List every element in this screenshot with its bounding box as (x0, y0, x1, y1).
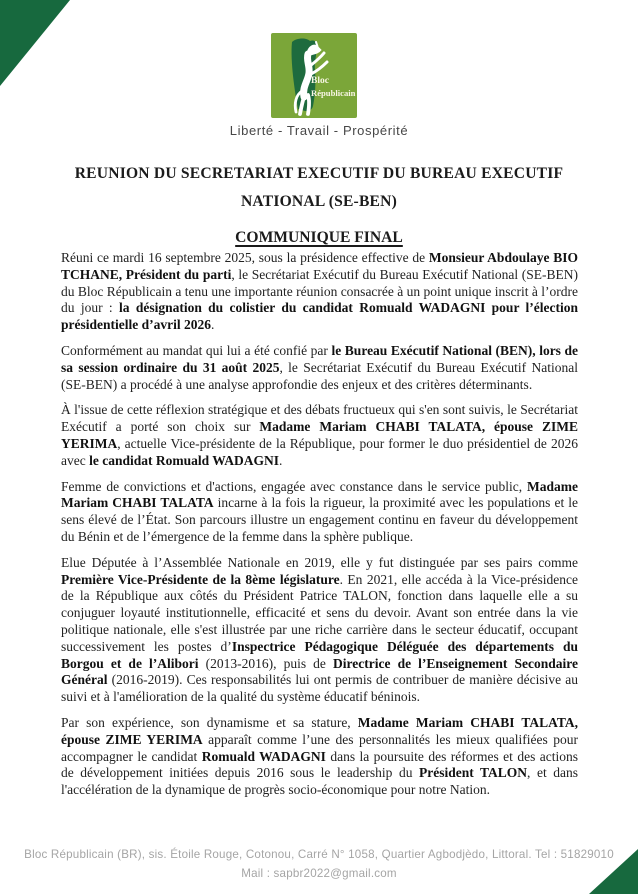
logo-word-2: Républicain (311, 88, 356, 98)
footer-email: Mail : sapbr2022@gmail.com (241, 867, 397, 880)
party-motto: Liberté - Travail - Prospérité (229, 123, 409, 138)
logo-word-1: Bloc (311, 76, 329, 86)
paragraph-5: Elue Députée à l’Assemblée Nationale en 2019, elle y fut distinguée par ses pairs comme Première Vice-Présidente de la 8ème législature. En 2021, elle accéda à la Vice-présidence de la République aux côtés du Président Patrice TALON, fonction dans laquelle elle a su conjuguer loyauté institutionnelle, efficacité et sens du devoir. Avant son entrée dans la vie politique nationale, elle s'est illustrée par une riche carrière dans le secteur éducatif, occupant successivement les postes d’Inspectrice Pédagogique Déléguée des départements du Borgou et de l’Alibori (2013-2016), puis de Directrice de l’Enseignement Secondaire Général (2016-2019). Ces responsabilités lui ont permis de contribuer de manière décisive au suivi et à l'amélioration de la qualité du système éducatif béninois. (61, 554, 579, 705)
footer-address: Bloc Républicain (BR), sis. Étoile Rouge, Cotonou, Carré N° 1058, Quartier Agbodjèdo, Littoral. Tel : 51829010 (24, 848, 614, 861)
document-title: REUNION DU SECRETARIAT EXECUTIF DU BUREAU EXECUTIF NATIONAL (SE-BEN) (74, 165, 564, 210)
paragraph-1: Réuni ce mardi 16 septembre 2025, sous la présidence effective de Monsieur Abdoulaye BIO TCHANE, Président du parti, le Secrétariat Exécutif du Bureau Exécutif National (SE-BEN) du Bloc Républicain a tenu une importante réunion consacrée à un point unique inscrit à l’ordre du jour : la désignation du colistier du candidat Romuald WADAGNI pour l’élection présidentielle d’avril 2026. (61, 250, 578, 333)
title-block (49, 160, 589, 247)
communique-subtitle: COMMUNIQUE FINAL (235, 229, 403, 246)
page-footer (0, 845, 638, 883)
paragraph-3: À l'issue de cette réflexion stratégique et des débats fructueux qui s'en sont suivis, le Secrétariat Exécutif a porté son choix sur Madame Mariam CHABI TALATA, épouse ZIME YERIMA, actuelle Vice-présidente de la République, pour former le duo présidentiel de 2026 avec le candidat Romuald WADAGNI. (61, 402, 578, 468)
corner-triangle-top-left (0, 0, 70, 86)
paragraph-4: Femme de convictions et d'actions, engagée avec constance dans le service public, Madame Mariam CHABI TALATA incarne à la fois la rigueur, la proximité avec les populations et le sens élevé de l’État. Son parcours illustre un engagement continu en faveur du développement du Bénin et de l’émergence de la femme dans la sphère publique. (61, 478, 578, 544)
logo-wordmark (311, 75, 355, 100)
document-body (61, 250, 578, 808)
party-logo (271, 33, 357, 118)
paragraph-2: Conformément au mandat qui lui a été confié par le Bureau Exécutif National (BEN), lors de sa session ordinaire du 31 août 2025, le Secrétariat Exécutif du Bureau Exécutif National (SE-BEN) a procédé à une analyse approfondie des enjeux et des critères déterminants. (61, 342, 579, 392)
paragraph-6: Par son expérience, son dynamisme et sa stature, Madame Mariam CHABI TALATA, épouse ZIME YERIMA apparaît comme l’une des personnalités les mieux qualifiées pour accompagner le candidat Romuald WADAGNI dans la poursuite des réformes et des actions de développement initiées depuis 2016 sous le leadership du Président TALON, et dans l'accélération de la dynamique de progrès socio-économique pour notre Nation. (61, 714, 578, 798)
